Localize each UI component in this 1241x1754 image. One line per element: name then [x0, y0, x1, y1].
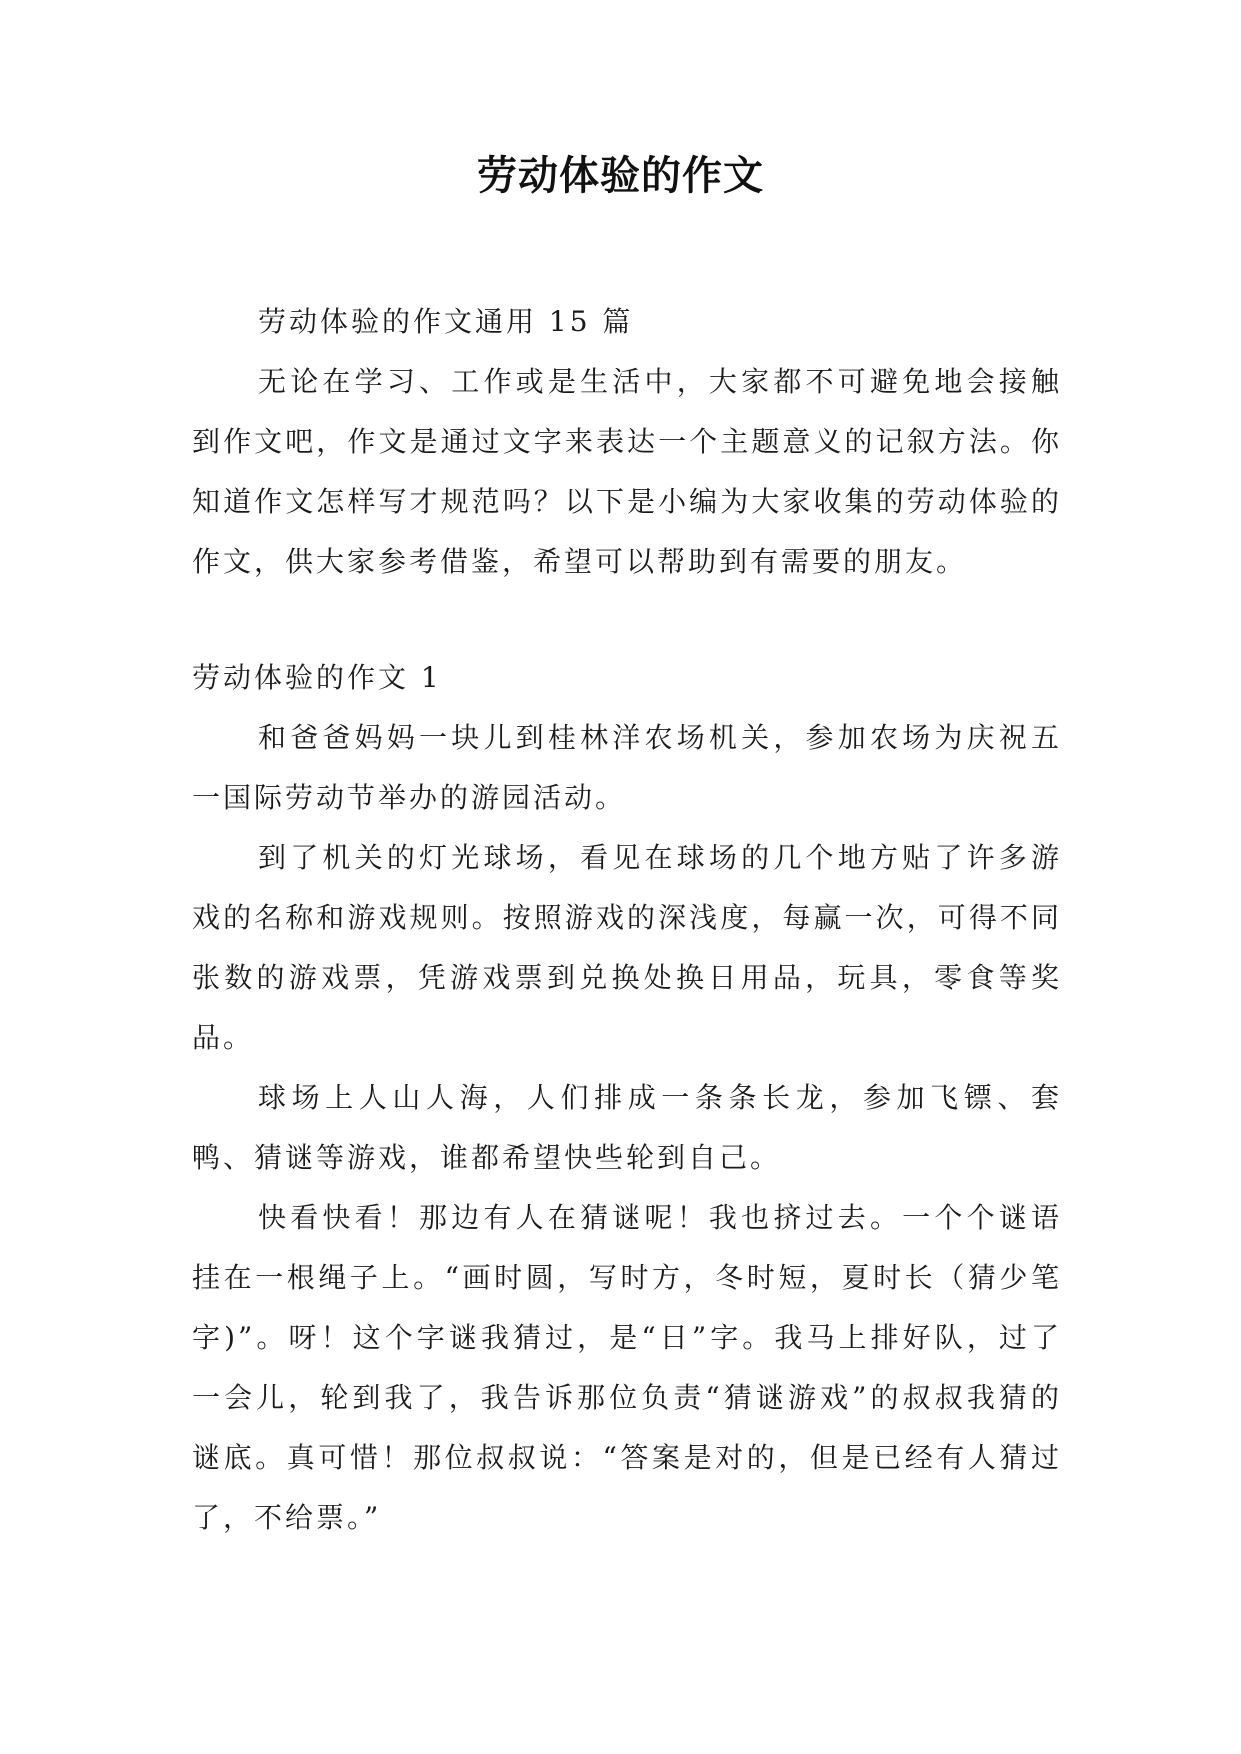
section-paragraph: 和爸爸妈妈一块儿到桂林洋农场机关，参加农场为庆祝五一国际劳动节举办的游园活动。 [192, 721, 1062, 814]
section-heading: 劳动体验的作文 1 [192, 661, 442, 694]
document-body [192, 292, 1062, 1548]
section-paragraph: 到了机关的灯光球场，看见在球场的几个地方贴了许多游戏的名称和游戏规则。按照游戏的深浅度，每赢一次，可得不同张数的游戏票，凭游戏票到兑换处换日用品，玩具，零食等奖品。 [192, 841, 1062, 1054]
essay-section [192, 648, 1062, 1548]
document-title: 劳动体验的作文 [477, 153, 764, 199]
section-paragraph: 快看快看！那边有人在猜谜呢！我也挤过去。一个个谜语挂在一根绳子上。“画时圆，写时方，冬时短，夏时长（猜少笔字)”。呀！这个字谜我猜过，是“日”字。我马上排好队，过了一会儿，轮到我了，我告诉那位负责“猜谜游戏”的叔叔我猜的谜底。真可惜！那位叔叔说：“答案是对的，但是已经有人猜过了，不给票。” [192, 1201, 1062, 1534]
section-paragraph: 球场上人山人海，人们排成一条条长龙，参加飞镖、套鸭、猜谜等游戏，谁都希望快些轮到自己。 [192, 1081, 1062, 1174]
document-subtitle: 劳动体验的作文通用 15 篇 [258, 305, 634, 338]
intro-paragraph: 无论在学习、工作或是生活中，大家都不可避免地会接触到作文吧，作文是通过文字来表达一个主题意义的记叙方法。你知道作文怎样写才规范吗？以下是小编为大家收集的劳动体验的作文，供大家参考借鉴，希望可以帮助到有需要的朋友。 [192, 365, 1062, 578]
